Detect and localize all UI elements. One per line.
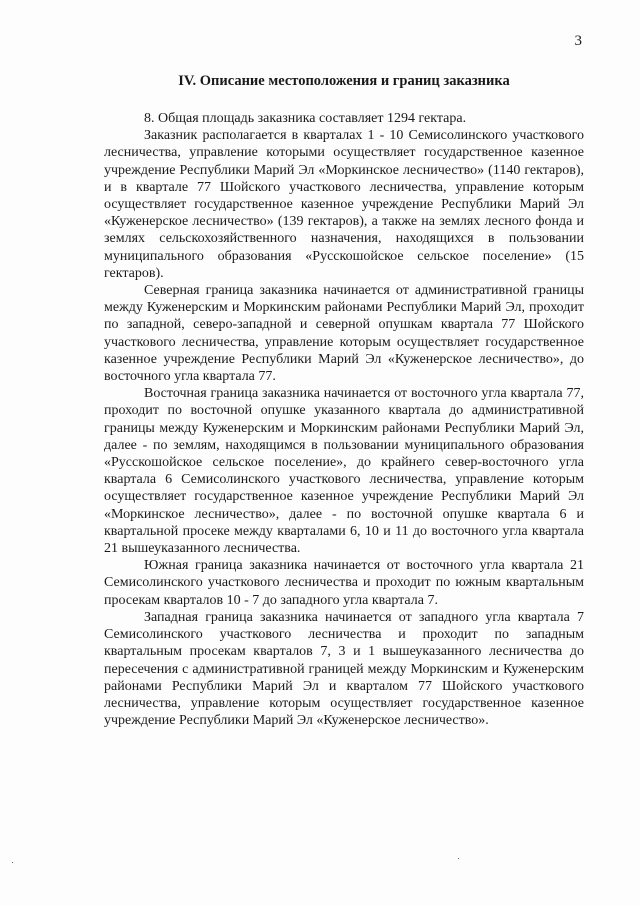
paragraph-western-boundary: Западная граница заказника начинается от западного угла квартала 7 Семисолинского участкового лесничества и проходит по западным квартальным просекам кварталов 7, 3 и 1 вышеуказанного лесничества до пересечения с административной границей между Моркинским и Куженерским районами Республики Марий Эл и кварталом 77 Шойского участкового лесничества, управление которым осуществляет государственное казенное учреждение Республики Марий Эл «Куженерское лесничество». (104, 609, 584, 729)
paragraph-total-area: 8. Общая площадь заказника составляет 1294 гектара. (144, 111, 467, 126)
scan-speck (458, 858, 459, 859)
section-heading: IV. Описание местоположения и границ заказника (178, 73, 510, 89)
page-number: 3 (574, 33, 582, 49)
paragraph-location: Заказник располагается в кварталах 1 - 10 Семисолинского участкового лесничества, управление которыми осуществляет государственное казенное учреждение Республики Марий Эл «Моркинское лесничество» (1140 гектаров), и в квартале 77 Шойского участкового лесничества, управление которым осуществляет государственное казенное учреждение Республики Марий Эл «Куженерское лесничество» (139 гектаров), а также на землях лесного фонда и землях сельскохозяйственного назначения, находящихся в пользовании муниципального образования «Русскошойское сельское поселение» (15 гектаров). (104, 128, 584, 281)
scan-speck (12, 862, 13, 863)
document-body (104, 110, 584, 729)
paragraph-eastern-boundary: Восточная граница заказника начинается от восточного угла квартала 77, проходит по восточной опушке указанного квартала до административной границы между Куженерским и Моркинским районами Республики Марий Эл, далее - по землям, находящимся в пользовании муниципального образования «Русскошойское сельское поселение», до крайнего север-восточного угла квартала 6 Семисолинского участкового лесничества, управление которым осуществляет государственное казенное учреждение Республики Марий Эл «Моркинское лесничество», далее - по восточной опушке квартала 6 и квартальной просеке между кварталами 6, 10 и 11 до восточного угла квартала 21 вышеуказанного лесничества. (104, 386, 584, 557)
paragraph-northern-boundary: Северная граница заказника начинается от административной границы между Куженерским и Моркинским районами Республики Марий Эл, проходит по западной, северо-западной и северной опушкам квартала 77 Шойского участкового лесничества, управление которым осуществляет государственное казенное учреждение Республики Марий Эл «Куженерское лесничество», до восточного угла квартала 77. (104, 283, 584, 385)
paragraph-southern-boundary: Южная граница заказника начинается от восточного угла квартала 21 Семисолинского участкового лесничества и проходит по южным квартальным просекам кварталов 10 - 7 до западного угла квартала 7. (104, 558, 584, 608)
